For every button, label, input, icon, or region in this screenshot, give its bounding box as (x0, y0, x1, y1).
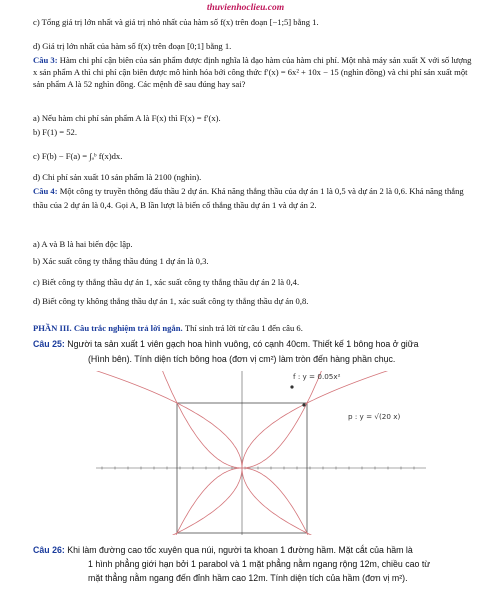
part3-heading (33, 323, 303, 333)
label-p: p : y = √(20 x) (348, 412, 401, 421)
flower-figure (96, 371, 426, 535)
label-f: f : y = 0.05x² (293, 372, 341, 381)
q26-label: Câu 26: (33, 545, 65, 555)
q2-option-d: d) Giá trị lớn nhất của hàm số f(x) trên đoạn [0;1] bằng 1. (33, 41, 232, 51)
part3-instruction: Thí sinh trả lời từ câu 1 đến câu 6. (184, 323, 303, 333)
part3-title: PHẦN III. Câu trắc nghiệm trả lời ngắn. (33, 323, 183, 333)
q25-label: Câu 25: (33, 339, 65, 349)
label-f-point (290, 385, 293, 388)
label-p-point (302, 403, 305, 406)
q4-label: Câu 4: (33, 186, 58, 196)
q25-line2: (Hình bên). Tính diện tích bông hoa (đơn vị cm²) làm tròn đến hàng phần chục. (88, 354, 396, 364)
q4-option-b: b) Xác suất công ty thắng thầu đúng 1 dự án là 0,3. (33, 256, 209, 266)
q4-stem-text: Một công ty truyền thông đấu thầu 2 dự án. Khả năng thắng thầu của dự án 1 là 0,5 và dự án 2 là 0,6. Khả năng thắng thầu của 2 dự án là 0,4. Gọi A, B lần lượt là biến cố thắng thầu dự án 1 và dự án 2. (33, 186, 464, 210)
q3-option-b: b) F(1) = 52. (33, 127, 77, 137)
q4-stem (33, 185, 473, 212)
q26-text-1: Khi làm đường cao tốc xuyên qua núi, người ta khoan 1 đường hầm. Mặt cắt của hầm là (67, 545, 413, 555)
q3-option-d: d) Chi phí sản xuất 10 sản phẩm là 2100 (nghìn). (33, 172, 202, 182)
q3-stem (33, 54, 473, 91)
q3-label: Câu 3: (33, 55, 58, 65)
q26-line2: 1 hình phẳng giới hạn bởi 1 parabol và 1 mặt phẳng nằm ngang rộng 12m, chiều cao từ (88, 559, 431, 569)
q3-stem-text: Hàm chi phí cận biên của sản phẩm được định nghĩa là đạo hàm của hàm chi phí. Một nhà máy sản xuất X với số lượng x sản phẩm A thì chi phí cận biên được mô hình hóa bởi công thức f′(x) = 6x² + 10x − 15 (nghìn đồng) và chi phí sản xuất một sản phẩm A là 52 nghìn đồng. Các mệnh đề sau đúng hay sai? (33, 55, 472, 90)
site-header[interactable]: thuvienhoclieu.com (206, 3, 285, 13)
q4-option-d: d) Biết công ty không thắng thầu dự án 1, xác suất công ty thắng thầu dự án 0,8. (33, 296, 309, 306)
q25-text-1: Người ta sản xuất 1 viên gạch hoa hình vuông, có cạnh 40cm. Thiết kế 1 bông hoa ở giữa (67, 339, 419, 349)
q25-line1 (33, 338, 473, 350)
q3-option-a: a) Nếu hàm chi phí sản phẩm A là F(x) thì F(x) = f′(x). (33, 113, 221, 123)
q4-option-a: a) A và B là hai biến độc lập. (33, 239, 133, 249)
q3-option-c: c) F(b) − F(a) = ∫ₐᵇ f(x)dx. (33, 151, 123, 161)
q26-line1 (33, 544, 473, 556)
q4-option-c: c) Biết công ty thắng thầu dự án 1, xác suất công ty thắng thầu dự án 2 là 0,4. (33, 277, 300, 287)
q26-line3: mặt thẳng nằm ngang đến đỉnh hầm cao 12m. Tính diện tích của hầm (đơn vị m²). (88, 573, 408, 583)
q2-option-c: c) Tổng giá trị lớn nhất và giá trị nhỏ nhất của hàm số f(x) trên đoạn [−1;5] bằng 1. (33, 17, 319, 27)
